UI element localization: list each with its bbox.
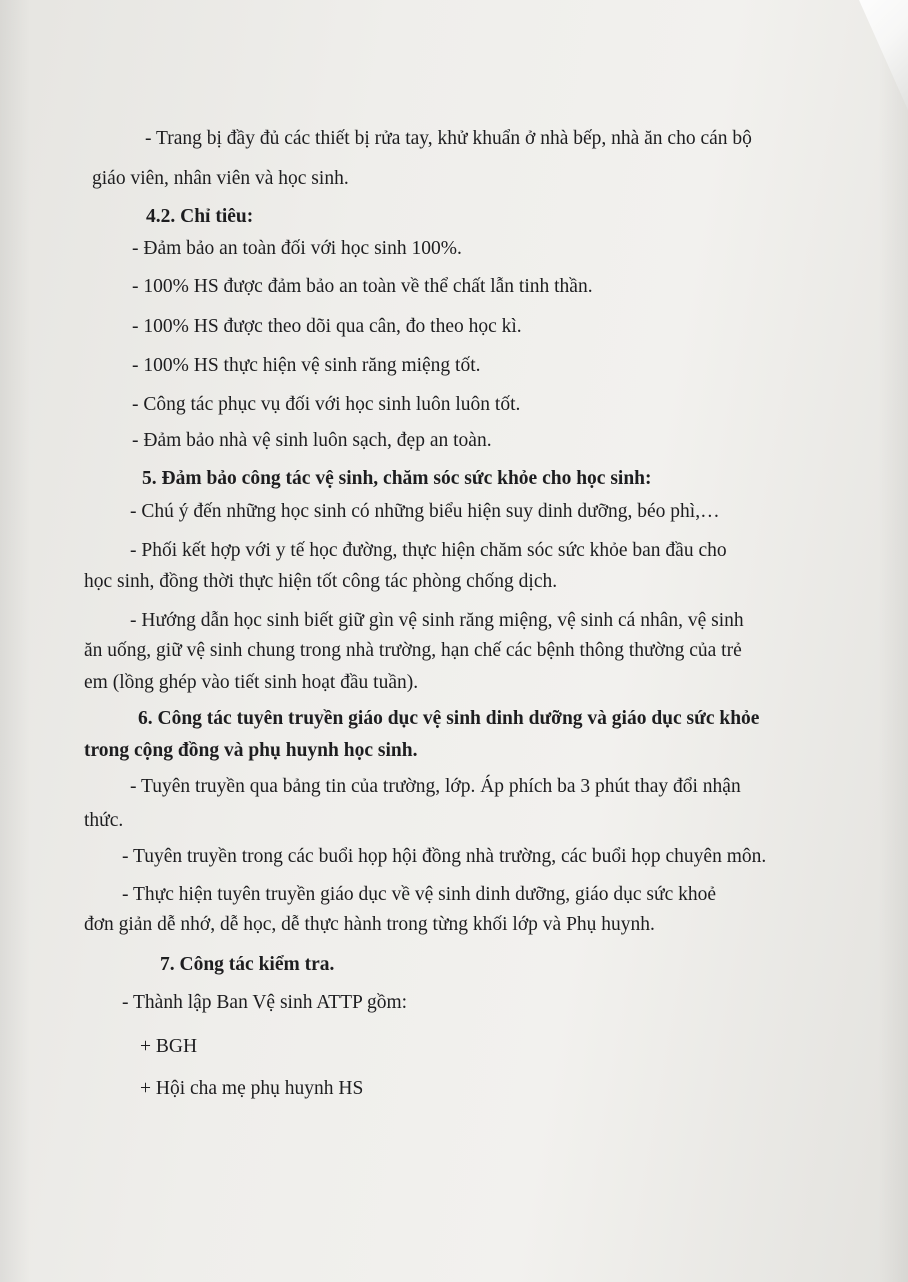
text-line: - 100% HS thực hiện vệ sinh răng miệng tốt. [132, 355, 481, 376]
text-line: + BGH [140, 1036, 198, 1057]
text-line: - Phối kết hợp với y tế học đường, thực hiện chăm sóc sức khỏe ban đầu cho [130, 540, 727, 561]
section-heading-6: 6. Công tác tuyên truyền giáo dục vệ sinh dinh dưỡng và giáo dục sức khỏe [138, 708, 760, 729]
paper-shadow [0, 0, 30, 1282]
text-line: - Thành lập Ban Vệ sinh ATTP gồm: [122, 992, 408, 1013]
text-line: - Đảm bảo an toàn đối với học sinh 100%. [132, 238, 462, 259]
text-line: + Hội cha mẹ phụ huynh HS [140, 1078, 364, 1099]
text-line: giáo viên, nhân viên và học sinh. [92, 168, 349, 189]
section-heading-4-2: 4.2. Chỉ tiêu: [146, 206, 254, 227]
text-line: - Công tác phục vụ đối với học sinh luôn luôn tốt. [132, 394, 521, 415]
paper-edge-shade [878, 0, 908, 1282]
text-line: - Hướng dẫn học sinh biết giữ gìn vệ sinh răng miệng, vệ sinh cá nhân, vệ sinh [130, 610, 744, 631]
section-heading-5: 5. Đảm bảo công tác vệ sinh, chăm sóc sức khỏe cho học sinh: [142, 468, 652, 489]
text-line: - Đảm bảo nhà vệ sinh luôn sạch, đẹp an toàn. [132, 430, 492, 451]
text-line: em (lồng ghép vào tiết sinh hoạt đầu tuần). [84, 672, 419, 693]
section-heading-6-cont: trong cộng đồng và phụ huynh học sinh. [84, 740, 418, 761]
text-line: - Thực hiện tuyên truyền giáo dục về vệ sinh dinh dưỡng, giáo dục sức khoẻ [122, 884, 717, 905]
text-line: - Tuyên truyền trong các buổi họp hội đồng nhà trường, các buổi họp chuyên môn. [122, 846, 767, 867]
text-line: - 100% HS được đảm bảo an toàn về thể chất lẫn tinh thần. [132, 276, 593, 297]
text-line: - Tuyên truyền qua bảng tin của trường, lớp. Áp phích ba 3 phút thay đổi nhận [130, 776, 741, 797]
text-line: - Trang bị đầy đủ các thiết bị rửa tay, khử khuẩn ở nhà bếp, nhà ăn cho cán bộ [145, 128, 752, 149]
section-heading-7: 7. Công tác kiểm tra. [160, 954, 335, 975]
text-line: - 100% HS được theo dõi qua cân, đo theo học kì. [132, 316, 522, 337]
text-line: ăn uống, giữ vệ sinh chung trong nhà trường, hạn chế các bệnh thông thường của trẻ [84, 640, 742, 661]
text-line: thức. [84, 810, 124, 831]
text-line: học sinh, đồng thời thực hiện tốt công tác phòng chống dịch. [84, 571, 558, 592]
text-line: - Chú ý đến những học sinh có những biểu hiện suy dinh dưỡng, béo phì,… [130, 501, 720, 522]
text-line: đơn giản dễ nhớ, dễ học, dễ thực hành trong từng khối lớp và Phụ huynh. [84, 914, 655, 935]
